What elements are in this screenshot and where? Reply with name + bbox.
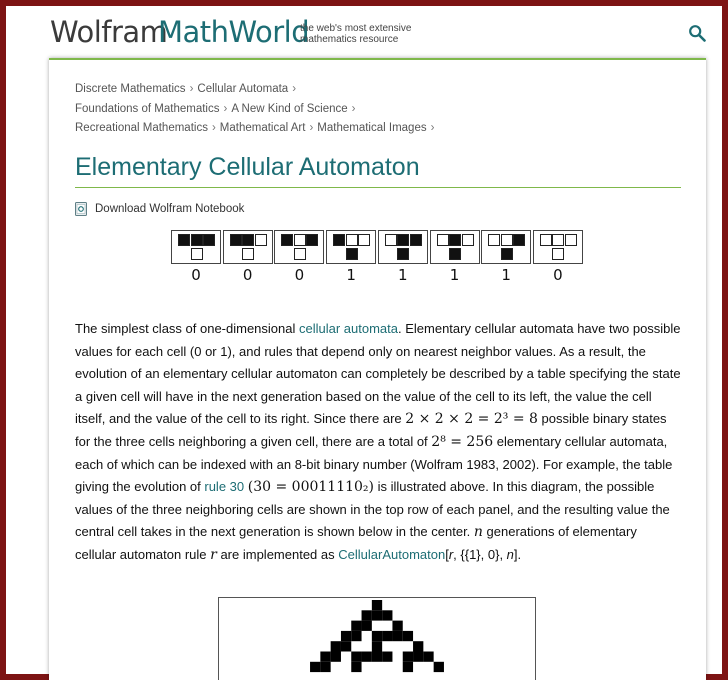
breadcrumb-link[interactable]: A New Kind of Science (231, 102, 348, 115)
rule-neighbor-cell (281, 234, 293, 246)
code-open-bracket: [ (445, 546, 449, 562)
math-expression-8: 2 × 2 × 2 = 2³ = 8 (405, 411, 538, 428)
rule-neighbor-cell (255, 234, 267, 246)
rule-result-cell (501, 248, 513, 260)
rule-output-value: 0 (191, 266, 201, 284)
body-text-2: . Elementary cellular automata have two possible values for each cell (0 or 1), and rules that depend only on nearest neighbor values. As a result, the evolution of an elementary cellular automaton can completely be described by a table specifying the state a given cell will have in the next generation based on the value of the cell to its left, the value the cell itself, and the value of the cell to its right. Since there are (75, 321, 681, 427)
body-text-7: are implemented as (216, 546, 339, 562)
rule-neighbor-cell (397, 234, 409, 246)
rule-30-evolution-figure (218, 597, 536, 680)
rule-panel (378, 230, 428, 264)
rule-neighbor-cell (410, 234, 422, 246)
download-notebook-link[interactable] (75, 200, 244, 218)
code-close-bracket: ]. (513, 546, 522, 562)
math-expression-256: 2⁸ = 256 (431, 433, 494, 450)
rule-neighbor-cell (565, 234, 577, 246)
title-divider (75, 187, 681, 188)
rule-result-cell (346, 248, 358, 260)
ca-cell (372, 652, 382, 662)
ca-cell (403, 652, 413, 662)
rule-30-diagram (171, 230, 586, 286)
download-notebook-label: Download Wolfram Notebook (95, 203, 245, 215)
rule-neighbor-cell (437, 234, 449, 246)
logo-mathworld[interactable]: MathWorld (158, 15, 310, 49)
ca-cell (331, 652, 341, 662)
ca-cell (392, 631, 402, 641)
rule-neighbor-cell (501, 234, 513, 246)
page-title: Elementary Cellular Automaton (75, 153, 420, 181)
ca-cell (372, 610, 382, 620)
breadcrumb-link[interactable]: Cellular Automata (197, 83, 289, 95)
breadcrumb (75, 80, 681, 139)
rule-panel (533, 230, 583, 264)
breadcrumb-separator: › (351, 102, 356, 115)
ca-cell (351, 662, 361, 672)
body-text-5: is illustrated above. In this diagram, the possible values of the three neighboring cells are shown in the top row of each panel, and the resulting value the central cell takes in the next generation is shown below in the center. (75, 479, 670, 540)
rule-output-value: 0 (242, 266, 253, 284)
rule-panel (481, 230, 531, 264)
rule-neighbor-cell (358, 234, 370, 246)
breadcrumb-separator: › (211, 122, 216, 134)
ca-cell (362, 652, 372, 662)
rule-output-value: 0 (553, 266, 563, 284)
rule-panel (223, 230, 273, 264)
rule-result-cell (294, 248, 306, 260)
site-header (6, 6, 722, 58)
rule-neighbor-cell (242, 234, 254, 246)
ca-cell (310, 662, 320, 672)
ca-cell (403, 631, 413, 641)
ca-cell (403, 662, 413, 672)
breadcrumb-link[interactable]: Mathematical Images (317, 122, 427, 134)
ca-cell (320, 652, 330, 662)
ca-cell (331, 641, 341, 651)
ca-cell (382, 631, 392, 641)
rule-output-value: 1 (398, 266, 408, 284)
breadcrumb-separator: › (309, 122, 314, 134)
article-card (49, 58, 706, 680)
ca-cell (362, 610, 372, 620)
math-variable-r: r (210, 546, 217, 563)
ca-cell (392, 621, 402, 631)
ca-cell (413, 652, 423, 662)
code-arg-initial: , {{1}, 0}, (453, 546, 507, 562)
ca-cell (320, 662, 330, 672)
math-expression-rule-30-binary: (30 = 00011110₂) (247, 479, 374, 496)
body-text-6: generations of elementary cellular automaton rule (75, 524, 637, 562)
rule-output-value: 1 (501, 266, 511, 284)
logo-wolfram[interactable]: Wolfram (50, 15, 168, 49)
breadcrumb-separator: › (189, 83, 194, 95)
rule-neighbor-cell (449, 234, 461, 246)
ca-cell (372, 641, 382, 651)
body-text-1: The simplest class of one-dimensional (75, 321, 299, 336)
rule-result-cell (552, 248, 564, 260)
rule-neighbor-cell (178, 234, 190, 246)
article-body (75, 318, 681, 567)
rule-neighbor-cell (203, 234, 215, 246)
rule-30-evolution-image (219, 598, 535, 680)
ca-cell (413, 641, 423, 651)
body-text-3: possible binary states for the three cells neighboring a given cell, there are a total of (75, 411, 667, 449)
rule-neighbor-cell (540, 234, 552, 246)
ca-cell (351, 621, 361, 631)
rule-neighbor-cell (333, 234, 345, 246)
rule-result-cell (191, 248, 203, 260)
rule-result-cell (242, 248, 254, 260)
rule-neighbor-cell (294, 234, 306, 246)
body-text-4: elementary cellular automata, each of which can be indexed with an 8-bit binary number (Wolfram 1983, 2002). For example, the table giving the evolution of (75, 433, 673, 495)
rule-panel (326, 230, 376, 264)
ca-cell (362, 621, 372, 631)
rule-result-cell (397, 248, 409, 260)
rule-neighbor-cell (191, 234, 203, 246)
rule-output-value: 1 (449, 266, 460, 284)
notebook-icon (75, 202, 87, 216)
rule-neighbor-cell (462, 234, 474, 246)
code-arg-r: r (448, 546, 454, 562)
site-tagline: the web's most extensive mathematics resource (300, 23, 412, 45)
rule-30-link[interactable]: rule 30 (204, 479, 245, 495)
cellular-automata-link[interactable]: cellular automata (299, 321, 398, 336)
page-frame (6, 6, 722, 674)
ca-cell (372, 600, 382, 610)
rule-neighbor-cell (552, 234, 564, 246)
ca-cell (341, 641, 351, 651)
code-arg-n: n (506, 546, 514, 562)
ca-cell (423, 652, 433, 662)
rule-panel (430, 230, 480, 264)
breadcrumb-link[interactable]: Recreational Mathematics (75, 122, 208, 134)
ca-cell (372, 631, 382, 641)
ca-cell (434, 662, 444, 672)
cellular-automaton-function-link[interactable]: CellularAutomaton (338, 546, 446, 562)
rule-panel (274, 230, 324, 264)
ca-cell (351, 652, 361, 662)
math-variable-n: n (473, 524, 483, 541)
breadcrumb-separator: › (292, 83, 297, 95)
ca-cell (351, 631, 361, 641)
rule-neighbor-cell (230, 234, 242, 246)
breadcrumb-link[interactable]: Discrete Mathematics (75, 83, 186, 95)
rule-output-value: 1 (346, 266, 356, 284)
ca-cell (382, 610, 392, 620)
rule-neighbor-cell (513, 234, 525, 246)
rule-neighbor-cell (306, 234, 318, 246)
breadcrumb-row (75, 100, 681, 120)
breadcrumb-row (75, 119, 681, 139)
breadcrumb-link[interactable]: Foundations of Mathematics (75, 102, 220, 115)
breadcrumb-link[interactable]: Mathematical Art (219, 122, 306, 134)
rule-panel (171, 230, 221, 264)
rule-neighbor-cell (346, 234, 358, 246)
ca-cell (341, 631, 351, 641)
rule-result-cell (449, 248, 461, 260)
search-icon[interactable] (688, 24, 706, 42)
rule-output-value: 0 (294, 266, 305, 284)
breadcrumb-row (75, 80, 681, 100)
breadcrumb-separator: › (430, 122, 435, 134)
ca-cell (382, 652, 392, 662)
breadcrumb-separator: › (223, 102, 228, 115)
rule-neighbor-cell (488, 234, 500, 246)
rule-neighbor-cell (385, 234, 397, 246)
